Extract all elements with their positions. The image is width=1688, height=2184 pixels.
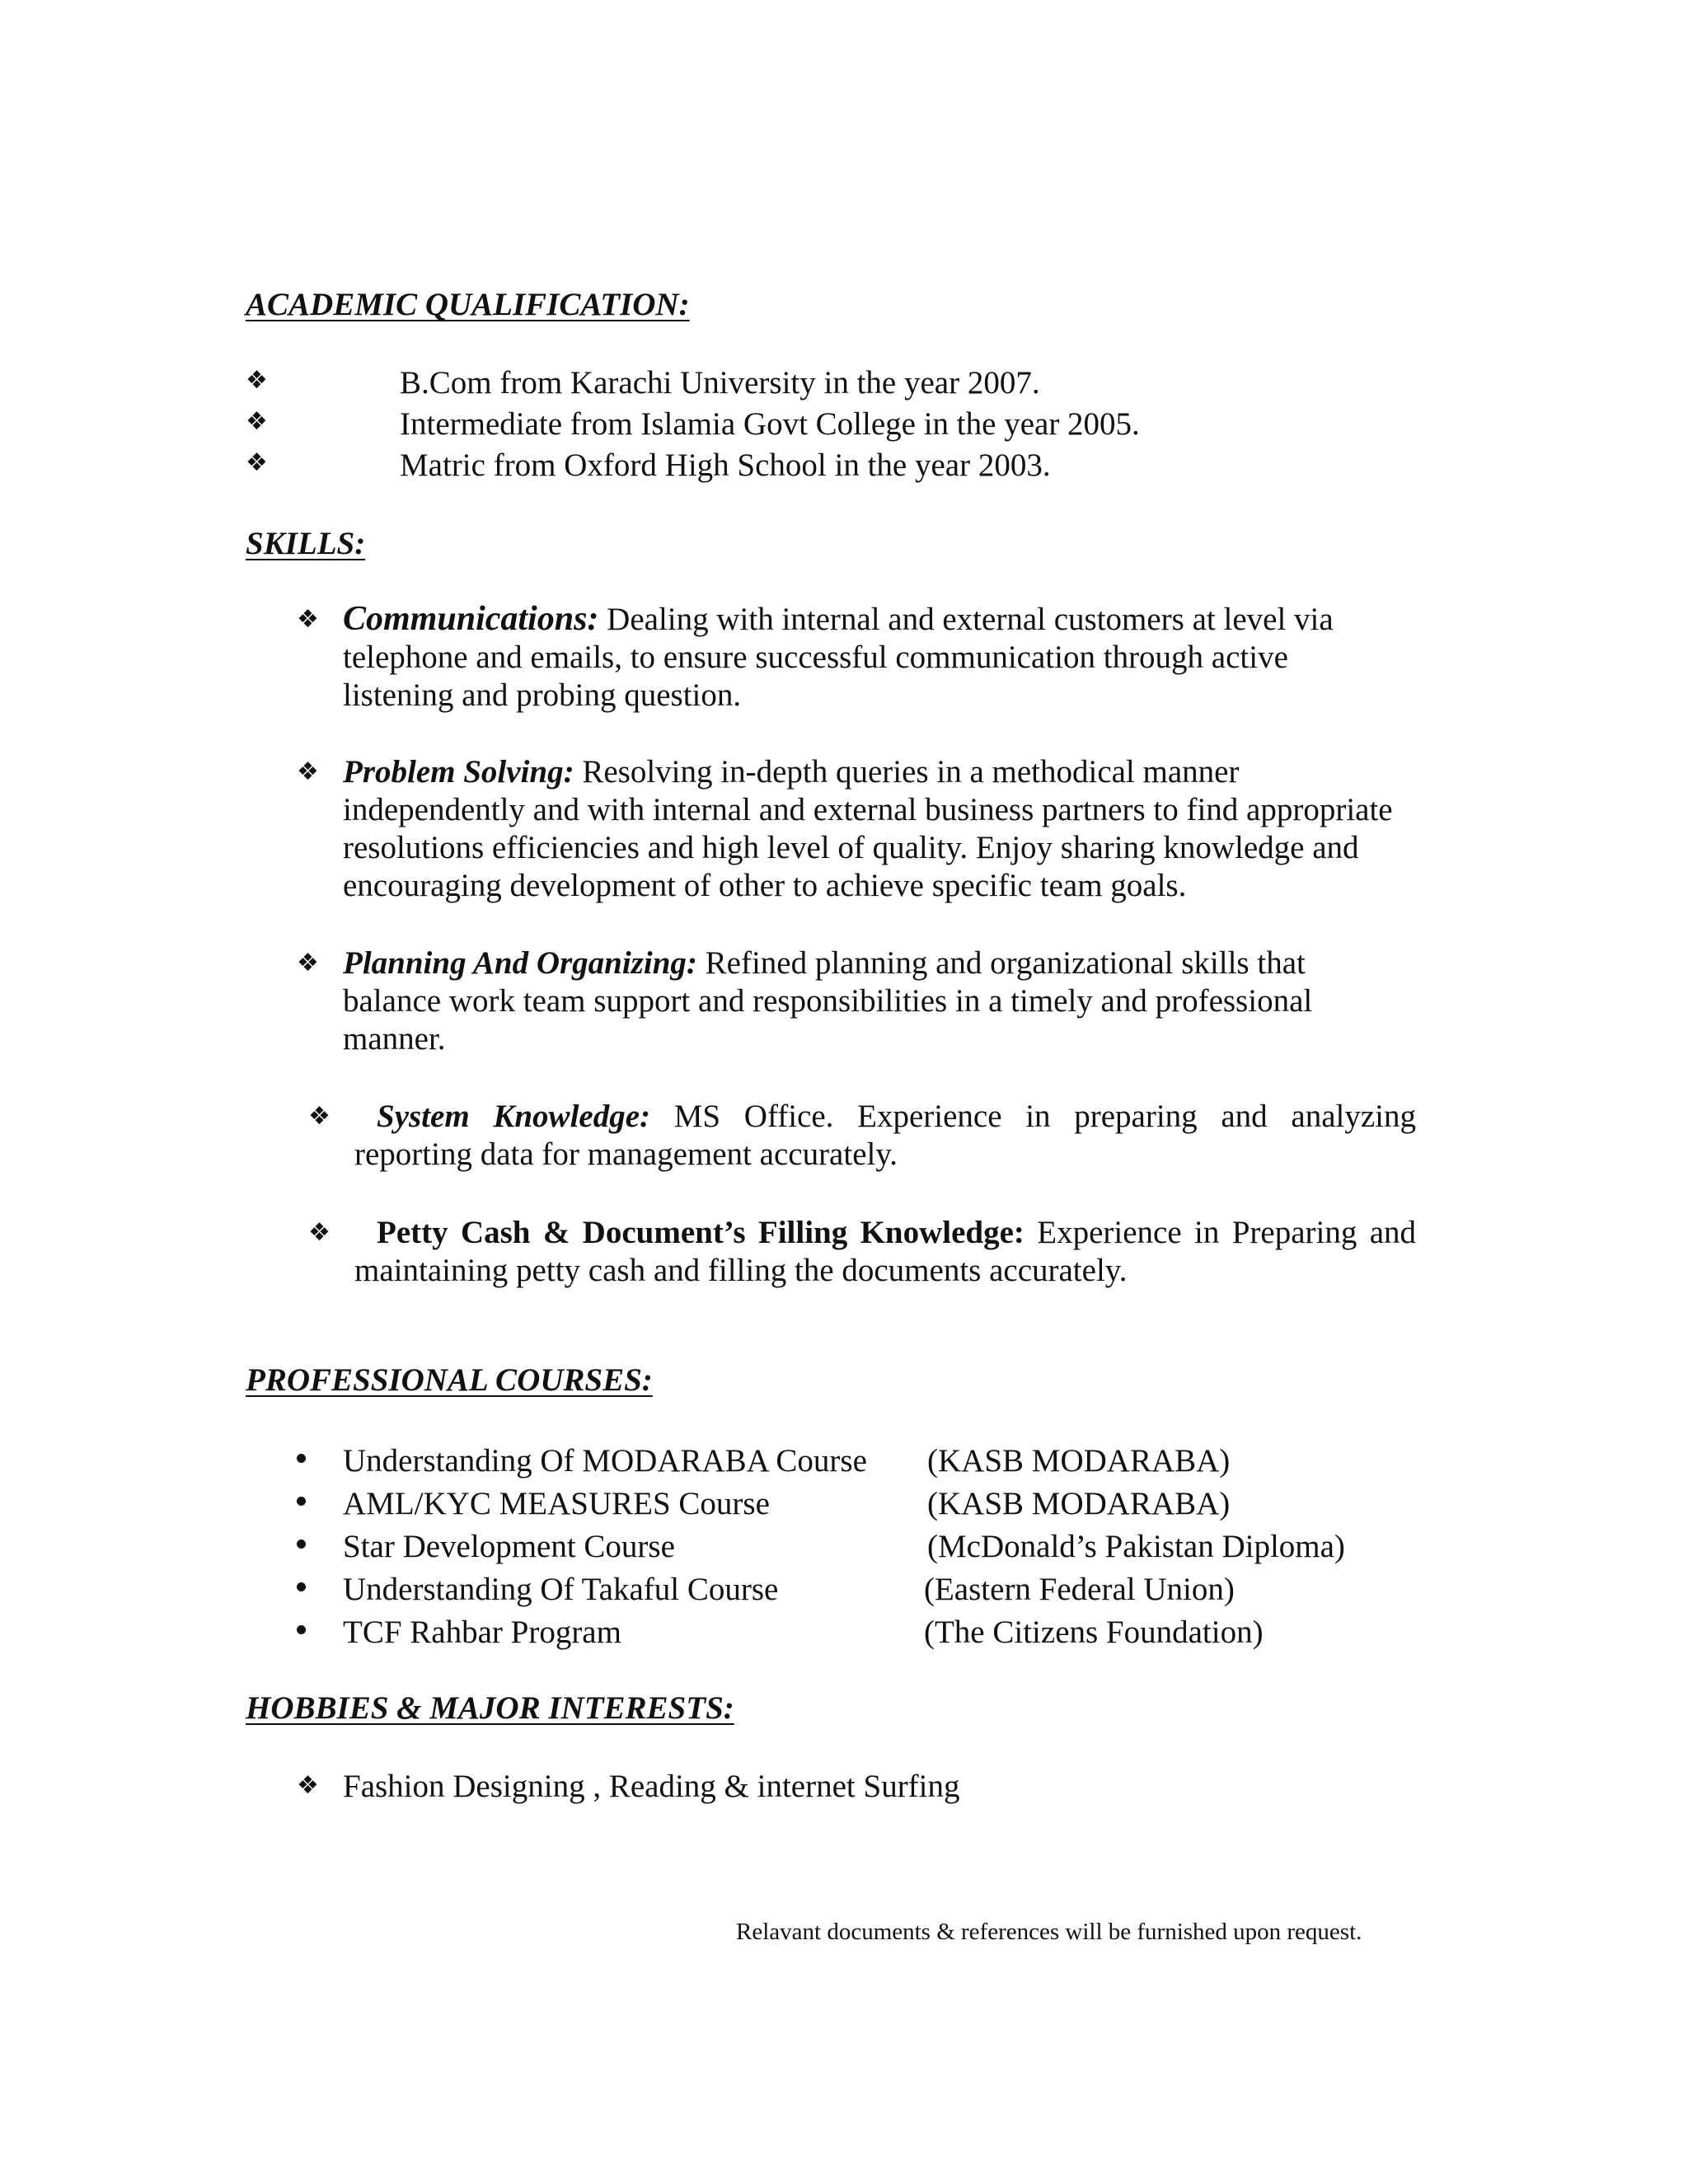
bullet-dot-icon (297, 1582, 306, 1591)
course-org: (KASB MODARABA) (927, 1443, 1231, 1479)
skill-text: manner. (343, 1021, 446, 1057)
course-name: Understanding Of MODARABA Course (343, 1443, 867, 1479)
skill-text: listening and probing question. (343, 677, 742, 713)
course-org: (Eastern Federal Union) (924, 1572, 1235, 1607)
skill-text: Resolving in-depth queries in a methodical manner (574, 754, 1240, 790)
skill-text: resolutions efficiencies and high level of quality. Enjoy sharing knowledge and (343, 830, 1359, 865)
diamond-bullet-icon: ❖ (297, 949, 319, 977)
skill-text: Dealing with internal and external customers at level via (598, 602, 1334, 637)
bullet-dot-icon (297, 1454, 306, 1463)
bullet-dot-icon (297, 1497, 306, 1506)
skill-communications (343, 600, 1447, 715)
skill-text: independently and with internal and external business partners to find appropriate (343, 792, 1393, 827)
skill-label: Problem Solving: (343, 754, 574, 790)
academic-item-bcom: B.Com from Karachi University in the year 2007. (400, 365, 1040, 401)
courses-heading: PROFESSIONAL COURSES: (246, 1362, 653, 1398)
skill-text: reporting data for management accurately. (354, 1137, 898, 1172)
diamond-bullet-icon: ❖ (297, 757, 319, 786)
skill-petty-cash (354, 1214, 1416, 1290)
course-name: TCF Rahbar Program (343, 1615, 621, 1650)
skill-system-knowledge (354, 1098, 1416, 1174)
skill-text: encouraging development of other to achieve specific team goals. (343, 868, 1187, 903)
course-name: Star Development Course (343, 1529, 675, 1564)
academic-item-matric: Matric from Oxford High School in the year 2003. (400, 448, 1051, 483)
course-org: (KASB MODARABA) (927, 1486, 1231, 1521)
course-org: (McDonald’s Pakistan Diploma) (927, 1529, 1345, 1564)
skill-planning-organizing (343, 944, 1447, 1058)
skill-problem-solving (343, 753, 1447, 905)
skill-label: System Knowledge: (377, 1099, 651, 1134)
course-name: Understanding Of Takaful Course (343, 1572, 779, 1607)
skill-label: Communications: (343, 600, 599, 638)
academic-heading: ACADEMIC QUALIFICATION: (246, 287, 690, 322)
skill-label: Petty Cash & Document’s Filling Knowledge: (377, 1215, 1025, 1250)
course-org: (The Citizens Foundation) (924, 1615, 1264, 1650)
skill-text: telephone and emails, to ensure successful communication through active (343, 640, 1288, 675)
skill-text: Refined planning and organizational skills that (696, 945, 1306, 981)
course-name: AML/KYC MEASURES Course (343, 1486, 770, 1521)
hobbies-heading: HOBBIES & MAJOR INTERESTS: (246, 1690, 734, 1726)
diamond-bullet-icon: ❖ (297, 1771, 319, 1800)
diamond-bullet-icon: ❖ (246, 407, 268, 436)
diamond-bullet-icon: ❖ (308, 1218, 331, 1247)
hobbies-item: Fashion Designing , Reading & internet Surfing (343, 1769, 960, 1804)
bullet-dot-icon (297, 1625, 306, 1634)
diamond-bullet-icon: ❖ (246, 448, 268, 477)
footer-note: Relavant documents & references will be furnished upon request. (736, 1919, 1362, 1945)
skills-heading: SKILLS: (246, 526, 366, 561)
skill-text: maintaining petty cash and filling the documents accurately. (354, 1253, 1128, 1288)
bullet-dot-icon (297, 1540, 306, 1549)
skill-text: MS Office. Experience in preparing and analyzing (650, 1099, 1416, 1134)
diamond-bullet-icon: ❖ (308, 1102, 331, 1131)
skill-text: balance work team support and responsibilities in a timely and professional (343, 983, 1313, 1019)
diamond-bullet-icon: ❖ (297, 605, 319, 634)
academic-item-intermediate: Intermediate from Islamia Govt College in the year 2005. (400, 406, 1140, 442)
skill-text: Experience in Preparing and (1024, 1215, 1416, 1250)
diamond-bullet-icon: ❖ (246, 366, 268, 395)
skill-label: Planning And Organizing: (343, 945, 697, 981)
